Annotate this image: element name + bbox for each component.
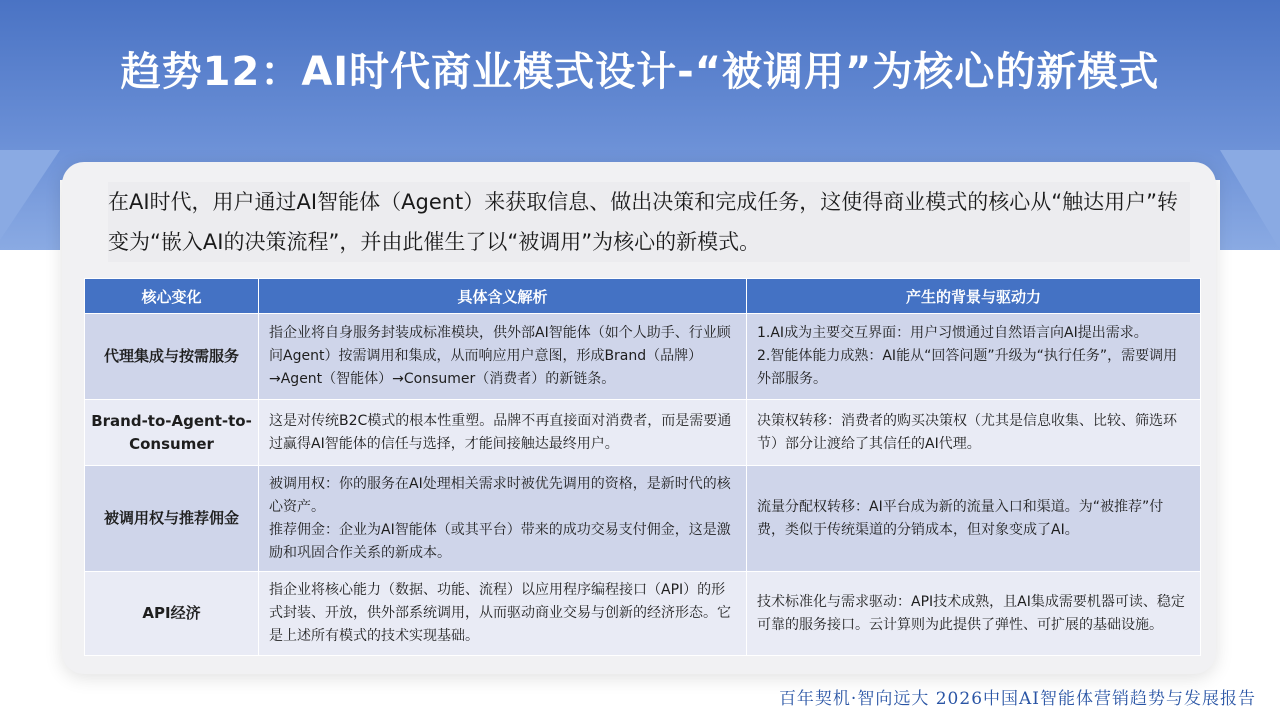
right-decoration [1220,150,1280,250]
row-driver: 1.AI成为主要交互界面：用户习惯通过自然语言向AI提出需求。 2.智能体能力成熟：AI能从“回答问题”升级为“执行任务”，需要调用外部服务。 [747,314,1201,400]
row-meaning: 被调用权：你的服务在AI处理相关需求时被优先调用的资格，是新时代的核心资产。 推荐佣金：企业为AI智能体（或其平台）带来的成功交易支付佣金，这是激励和巩固合作关系的新成本。 [259,466,747,572]
table-row [85,572,1201,656]
page-title: 趋势12：AI时代商业模式设计-“被调用”为核心的新模式 [120,49,1160,95]
table-row [85,400,1201,466]
row-meaning: 这是对传统B2C模式的根本性重塑。品牌不再直接面对消费者，而是需要通过赢得AI智能体的信任与选择，才能间接触达最终用户。 [259,400,747,466]
table-row [85,314,1201,400]
column-header-meaning: 具体含义解析 [259,279,747,314]
row-key: API经济 [85,572,259,656]
row-driver: 决策权转移：消费者的购买决策权（尤其是信息收集、比较、筛选环节）部分让渡给了其信任的AI代理。 [747,400,1201,466]
trend-table-container [84,278,1200,656]
row-meaning: 指企业将核心能力（数据、功能、流程）以应用程序编程接口（API）的形式封装、开放，供外部系统调用，从而驱动商业交易与创新的经济形态。它是上述所有模式的技术实现基础。 [259,572,747,656]
table-header-row [85,279,1201,314]
trend-table [84,278,1201,656]
left-decoration [0,150,60,240]
table-row [85,466,1201,572]
intro-paragraph: 在AI时代，用户通过AI智能体（Agent）来获取信息、做出决策和完成任务，这使得商业模式的核心从“触达用户”转变为“嵌入AI的决策流程”，并由此催生了以“被调用”为核心的新模式。 [108,182,1190,262]
column-header-core-change: 核心变化 [85,279,259,314]
row-meaning: 指企业将自身服务封装成标准模块，供外部AI智能体（如个人助手、行业顾问Agent）按需调用和集成，从而响应用户意图，形成Brand（品牌）→Agent（智能体）→Consumer（消费者）的新链条。 [259,314,747,400]
row-key: Brand-to-Agent-to-Consumer [85,400,259,466]
report-footer: 百年契机·智向远大 2026中国AI智能体营销趋势与发展报告 [778,689,1256,709]
row-driver: 流量分配权转移：AI平台成为新的流量入口和渠道。为“被推荐”付费，类似于传统渠道的分销成本，但对象变成了AI。 [747,466,1201,572]
row-key: 代理集成与按需服务 [85,314,259,400]
column-header-driver: 产生的背景与驱动力 [747,279,1201,314]
row-key: 被调用权与推荐佣金 [85,466,259,572]
row-driver: 技术标准化与需求驱动：API技术成熟，且AI集成需要机器可读、稳定可靠的服务接口。云计算则为此提供了弹性、可扩展的基础设施。 [747,572,1201,656]
